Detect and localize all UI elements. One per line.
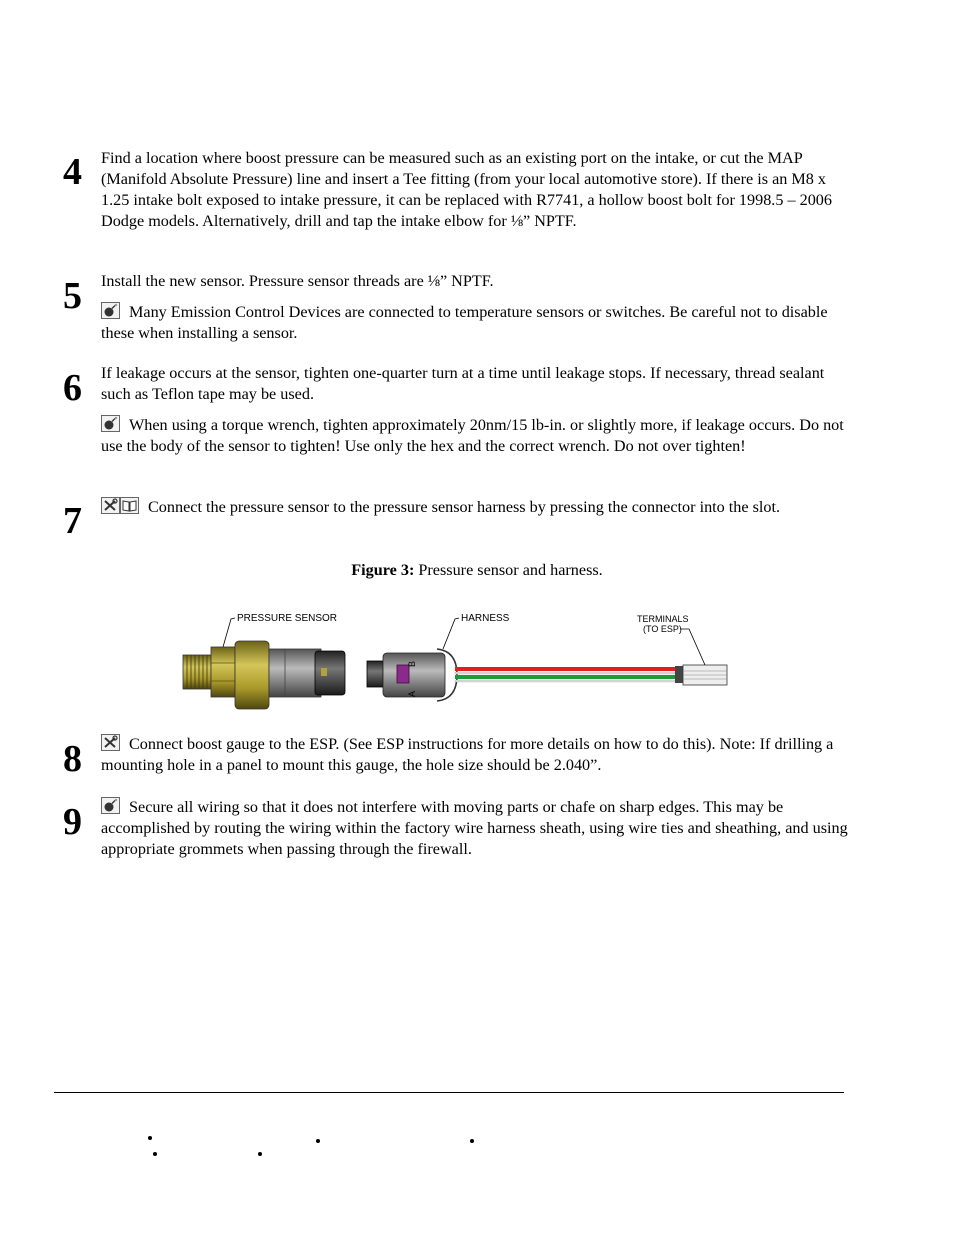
step-text xyxy=(101,497,851,518)
footer-rule xyxy=(54,1092,844,1093)
step-text xyxy=(101,734,851,776)
step-number: 4 xyxy=(63,151,82,193)
step-text: Find a location where boost pressure can be measured such as an existing port on the intake, or cut the MAP (Manifold Absolute Pressure) line and insert a Tee fitting (from your local automotive store). If there is an M8 x 1.25 intake bolt exposed to intake pressure, it can be replaced with R7741, a hollow boost bolt for 1998.5 – 2006 Dodge models. Alternatively, drill and tap the intake elbow for ⅛” NPTF. xyxy=(101,149,832,230)
pin-a-label: A xyxy=(407,690,417,697)
step-text: Install the new sensor. Pressure sensor threads are ⅛” NPTF. xyxy=(101,272,494,290)
step-note xyxy=(101,302,851,344)
note-text: Many Emission Control Devices are connected to temperature sensors or switches. Be careful not to disable these when installing a sensor. xyxy=(101,303,828,342)
step-text xyxy=(101,797,851,860)
figure-caption-label: Figure 3: xyxy=(351,561,415,579)
figure-caption xyxy=(0,560,954,581)
harness-label: HARNESS xyxy=(461,613,510,624)
sensor-harness-figure xyxy=(175,605,735,720)
terminals-label-line1: TERMINALS xyxy=(637,614,689,624)
step-number: 7 xyxy=(63,500,82,542)
footer-dots xyxy=(0,1130,954,1170)
tools-icon xyxy=(101,497,120,514)
step-text-body: Secure all wiring so that it does not interfere with moving parts or chafe on sharp edges. This may be accomplished by routing the wiring within the factory wire harness sheath, using wire ties and sheathing, and using appropriate grommets when passing through the firewall. xyxy=(101,798,848,858)
step-number: 8 xyxy=(63,738,82,780)
step-number: 6 xyxy=(63,367,82,409)
book-icon xyxy=(120,497,139,514)
tools-icon xyxy=(101,734,120,751)
figure-caption-text: Pressure sensor and harness. xyxy=(418,561,603,579)
step-text: If leakage occurs at the sensor, tighten one-quarter turn at a time until leakage stops. If necessary, thread sealant such as Teflon tape may be used. xyxy=(101,364,825,403)
bomb-icon xyxy=(101,415,120,432)
step-text-body: Connect the pressure sensor to the pressure sensor harness by pressing the connector into the slot. xyxy=(148,498,781,516)
terminals-label-line2: (TO ESP) xyxy=(643,624,682,634)
step-text-body: Connect boost gauge to the ESP. (See ESP instructions for more details on how to do this). Note: If drilling a mounting hole in a panel to mount this gauge, the hole size should be 2.040”. xyxy=(101,735,834,774)
sensor-harness-drawing xyxy=(175,605,735,715)
bomb-icon xyxy=(101,797,120,814)
note-text: When using a torque wrench, tighten approximately 20nm/15 lb-in. or slightly more, if leakage occurs. Do not use the body of the sensor to tighten! Use only the hex and the correct wrench. Do not over tighten! xyxy=(101,416,844,455)
bomb-icon xyxy=(101,302,120,319)
step-note xyxy=(101,415,851,457)
step-number: 5 xyxy=(63,275,82,317)
pin-b-label: B xyxy=(407,660,417,667)
step-number: 9 xyxy=(63,801,82,843)
pressure-sensor-label: PRESSURE SENSOR xyxy=(237,613,338,624)
